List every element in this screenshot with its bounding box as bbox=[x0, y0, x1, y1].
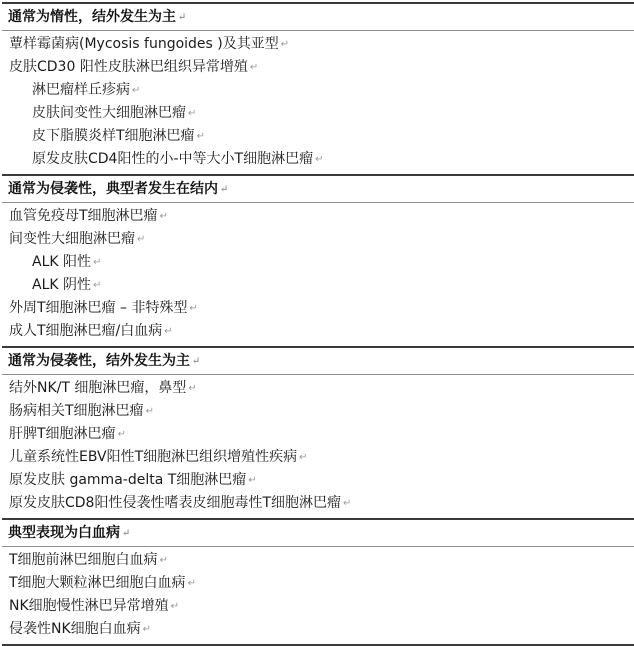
paragraph-mark-icon: ↵ bbox=[196, 131, 205, 142]
lymphoma-entry-text: T细胞大颗粒淋巴细胞白血病 bbox=[9, 575, 186, 591]
lymphoma-subentry bbox=[2, 274, 634, 297]
lymphoma-entry-text: NK细胞慢性淋巴异常增殖 bbox=[9, 598, 169, 614]
lymphoma-classification-table bbox=[2, 2, 634, 646]
category-header-text: 通常为侵袭性，结外发生为主 bbox=[8, 353, 190, 369]
lymphoma-entry-text: 肝脾T细胞淋巴瘤 bbox=[9, 426, 116, 442]
lymphoma-entry bbox=[2, 400, 634, 423]
paragraph-mark-icon: ↵ bbox=[343, 498, 352, 509]
lymphoma-entry-text: 皮肤间变性大细胞淋巴瘤 bbox=[32, 105, 186, 121]
paragraph-mark-icon: ↵ bbox=[117, 429, 126, 440]
lymphoma-entry bbox=[2, 56, 634, 79]
paragraph-mark-icon: ↵ bbox=[164, 326, 173, 337]
lymphoma-entry bbox=[2, 595, 634, 618]
paragraph-mark-icon: ↵ bbox=[188, 108, 197, 119]
lymphoma-entry-text: 皮肤CD30 阳性皮肤淋巴组织异常增殖 bbox=[9, 59, 248, 75]
lymphoma-entry bbox=[2, 423, 634, 446]
category-entry-list bbox=[2, 547, 634, 644]
paragraph-mark-icon: ↵ bbox=[249, 62, 259, 73]
lymphoma-entry-text: 原发皮肤CD4阳性的小-中等大小T细胞淋巴瘤 bbox=[32, 151, 314, 167]
lymphoma-entry bbox=[2, 320, 634, 343]
lymphoma-entry bbox=[2, 572, 634, 595]
paragraph-mark-icon: ↵ bbox=[188, 383, 197, 394]
lymphoma-entry-text: ALK 阳性 bbox=[32, 254, 92, 270]
lymphoma-entry bbox=[2, 492, 634, 515]
lymphoma-entry bbox=[2, 618, 634, 641]
category-header bbox=[2, 174, 634, 203]
lymphoma-entry-text: 外周T细胞淋巴瘤 – 非特殊型 bbox=[9, 300, 188, 316]
category-header bbox=[2, 518, 634, 547]
category-group bbox=[2, 4, 634, 174]
lymphoma-entry bbox=[2, 228, 634, 251]
category-header bbox=[2, 346, 634, 375]
paragraph-mark-icon: ↵ bbox=[280, 39, 290, 50]
category-header-text: 通常为侵袭性，典型者发生在结内 bbox=[8, 181, 218, 197]
lymphoma-entry-text: 蕈样霉菌病(Mycosis fungoides )及其亚型 bbox=[9, 36, 279, 52]
lymphoma-subentry bbox=[2, 125, 634, 148]
category-group bbox=[2, 518, 634, 644]
lymphoma-entry-text: 肠病相关T细胞淋巴瘤 bbox=[9, 403, 144, 419]
paragraph-mark-icon: ↵ bbox=[145, 406, 154, 417]
paragraph-mark-icon: ↵ bbox=[122, 528, 131, 539]
lymphoma-entry-text: ALK 阴性 bbox=[32, 277, 92, 293]
lymphoma-entry bbox=[2, 549, 634, 572]
lymphoma-entry-text: T细胞前淋巴细胞白血病 bbox=[9, 552, 158, 568]
category-entry-list bbox=[2, 375, 634, 518]
lymphoma-entry-text: 血管免疫母T细胞淋巴瘤 bbox=[9, 208, 158, 224]
paragraph-mark-icon: ↵ bbox=[93, 280, 102, 291]
paragraph-mark-icon: ↵ bbox=[178, 12, 187, 23]
paragraph-mark-icon: ↵ bbox=[93, 257, 102, 268]
category-header-text: 典型表现为白血病 bbox=[8, 525, 120, 541]
lymphoma-entry-text: 侵袭性NK细胞白血病 bbox=[9, 621, 141, 637]
paragraph-mark-icon: ↵ bbox=[159, 211, 168, 222]
paragraph-mark-icon: ↵ bbox=[142, 624, 152, 635]
lymphoma-entry-text: 皮下脂膜炎样T细胞淋巴瘤 bbox=[32, 128, 195, 144]
paragraph-mark-icon: ↵ bbox=[315, 154, 324, 165]
paragraph-mark-icon: ↵ bbox=[132, 85, 141, 96]
paragraph-mark-icon: ↵ bbox=[187, 578, 196, 589]
lymphoma-entry bbox=[2, 377, 634, 400]
lymphoma-entry-text: 间变性大细胞淋巴瘤 bbox=[9, 231, 135, 247]
lymphoma-entry-text: 原发皮肤CD8阳性侵袭性嗜表皮细胞毒性T细胞淋巴瘤 bbox=[9, 495, 342, 511]
lymphoma-entry bbox=[2, 205, 634, 228]
lymphoma-entry bbox=[2, 33, 634, 56]
paragraph-mark-icon: ↵ bbox=[170, 601, 180, 612]
category-entry-list bbox=[2, 31, 634, 174]
lymphoma-entry-text: 成人T细胞淋巴瘤/白血病 bbox=[9, 323, 163, 339]
lymphoma-subentry bbox=[2, 148, 634, 171]
category-header bbox=[2, 4, 634, 31]
paragraph-mark-icon: ↵ bbox=[299, 452, 308, 463]
lymphoma-entry-text: 结外NK/T 细胞淋巴瘤，鼻型 bbox=[9, 380, 187, 396]
lymphoma-entry bbox=[2, 297, 634, 320]
category-group bbox=[2, 174, 634, 346]
lymphoma-entry bbox=[2, 469, 634, 492]
paragraph-mark-icon: ↵ bbox=[248, 475, 257, 486]
paragraph-mark-icon: ↵ bbox=[220, 184, 229, 195]
category-entry-list bbox=[2, 203, 634, 346]
paragraph-mark-icon: ↵ bbox=[189, 303, 198, 314]
lymphoma-entry bbox=[2, 446, 634, 469]
paragraph-mark-icon: ↵ bbox=[159, 555, 168, 566]
lymphoma-entry-text: 儿童系统性EBV阳性T细胞淋巴组织增殖性疾病 bbox=[9, 449, 298, 465]
lymphoma-subentry bbox=[2, 102, 634, 125]
category-header-text: 通常为惰性，结外发生为主 bbox=[8, 9, 176, 25]
paragraph-mark-icon: ↵ bbox=[137, 234, 146, 245]
lymphoma-entry-text: 淋巴瘤样丘疹病 bbox=[32, 82, 130, 98]
lymphoma-subentry bbox=[2, 251, 634, 274]
category-group bbox=[2, 346, 634, 518]
lymphoma-subentry bbox=[2, 79, 634, 102]
paragraph-mark-icon: ↵ bbox=[192, 356, 201, 367]
lymphoma-entry-text: 原发皮肤 gamma-delta T细胞淋巴瘤 bbox=[9, 472, 247, 488]
